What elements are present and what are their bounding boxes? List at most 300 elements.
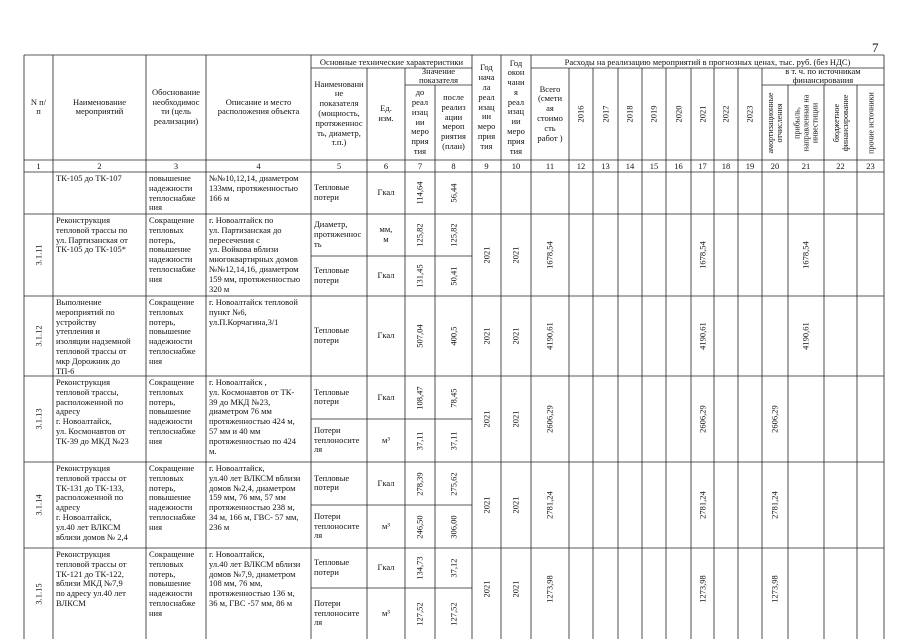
text-line: ла [482,81,491,92]
text-line: меро [477,121,496,132]
text-line: ул. Партизанская до [209,224,282,235]
text-line: протяженностью по 424 [209,435,297,446]
text-line: протяженностью 424 м, [209,416,295,427]
cost-amortization: 2781,24 [769,491,780,519]
param-name [314,326,366,346]
column-number: 14 [625,161,635,171]
start-year: 2021 [481,496,491,514]
text-line: Всего [539,83,561,94]
cost-2021: 1273,98 [697,575,707,603]
column-number: 1 [36,161,41,171]
param-unit: Гкал [377,562,395,573]
text-line: (план) [442,141,465,152]
param-name [314,512,366,541]
header-before [406,88,434,157]
text-line: ТК-105 до ТК-107 [56,173,122,183]
param-name [314,388,366,408]
text-line: утепления и [56,326,100,337]
text-line: расположения объекта [217,106,300,117]
column-number: 8 [451,161,456,171]
text-line: ии [415,116,425,127]
text-line: многоквартирных домов [209,254,298,265]
text-line: ния [149,355,163,366]
text-line: Потери [314,424,341,435]
text-line: Выполнение [56,297,102,307]
text-line: (смети [537,93,563,104]
param-name [314,599,366,628]
value-before: 125,82 [414,223,425,247]
text-line: окон [507,67,525,78]
text-line: ации [444,111,463,122]
text-line: повышение [149,406,191,417]
measure-name [56,174,145,184]
cost-2021: 1678,54 [697,241,707,269]
text-line: м. [209,445,217,456]
text-line: Реконструкция [56,215,111,225]
text-line: тепловой трассы, [56,386,119,397]
text-line: адресу [56,406,81,417]
text-line: потери [314,191,339,202]
total-cost: 4190,61 [544,322,555,350]
text-line: ТК-105 до ТК-105* [56,244,126,255]
header-year: 2021 [697,105,707,123]
text-line: ул. Космонавтов от ТК- [209,386,295,397]
end-year: 2021 [510,410,521,428]
text-line: п [36,106,41,117]
text-line: 108 мм, 76 мм, [209,578,263,589]
measure-name [56,216,145,255]
text-line: вблизи домов № 2,4 [56,531,128,542]
text-line: показателя [418,75,459,86]
text-line: после [443,92,464,103]
text-line: реализ [441,101,466,112]
cost-2021: 2781,24 [697,491,707,519]
column-number: 22 [836,161,845,171]
text-line: финансирования [792,75,854,86]
text-line: расположенной по [56,396,124,407]
measure-reason [149,464,205,533]
header-year: 2016 [575,105,586,123]
end-year: 2021 [510,496,521,514]
row-number: 3.1.12 [33,325,43,347]
text-line: 236 м [209,521,230,532]
text-line: ТК-39 до МКД №23 [56,435,129,446]
text-line: тепловых [149,224,184,235]
column-number: 11 [545,161,555,171]
text-line: 159 мм, 76 мм, 57 мм [209,492,286,503]
text-line: Обоснование [151,86,201,97]
value-before: 131,45 [414,264,425,288]
header-value-group [406,67,471,87]
text-line: г. Новоалтайск , [209,377,267,387]
cost-profit: 1678,54 [800,241,811,269]
value-after: 127,52 [448,601,458,626]
text-line: Тепловые [314,472,350,483]
header-after [436,93,471,152]
header-year: 2022 [720,105,731,123]
header-start-year [473,63,500,151]
object-description [209,378,310,456]
column-number: 2 [97,161,102,171]
start-year: 2021 [481,246,491,264]
value-before: 108,47 [414,385,425,410]
text-line: надежности [149,182,193,193]
header-sources-group [763,67,883,87]
text-line: риятия [441,131,466,142]
header-source: прочие источники [866,91,875,154]
param-name [314,183,366,203]
text-line: Значение [421,65,456,76]
text-line: потерь, [149,568,176,579]
text-line: прия [411,136,429,147]
column-number: 9 [484,161,489,171]
text-line: прия [507,135,525,146]
text-line: Сокращение [149,463,195,473]
header-param-name [312,80,366,149]
text-line: повышение [149,326,191,337]
text-line: Сокращение [149,215,195,225]
text-line: ул. Войкова вблизи [209,244,279,255]
text-line: протяженнос [315,117,363,128]
text-line: 39 до МКД №23, [209,396,271,407]
value-after: 306,00 [448,514,458,539]
text-line: мероприятий [75,106,124,117]
text-line: меро [507,126,525,137]
measure-reason [149,174,205,213]
start-year: 2021 [481,580,491,598]
text-line: теплоснабже [149,425,196,436]
param-name [314,266,366,286]
text-line: Тепловые [314,325,350,336]
param-unit: м³ [382,434,390,445]
end-year: 2021 [510,327,521,345]
text-line: 159 мм, протяженностью [209,273,301,284]
text-line: изоляции надземной [56,336,131,347]
text-line: теплоносите [314,607,360,618]
text-line: ул. Космонавтов от [56,425,126,436]
value-before: 278,39 [414,471,425,496]
value-before: 114,64 [414,181,425,205]
object-description [209,550,310,609]
text-line: 36 м, ГВС -57 мм, 86 м [209,597,293,608]
text-line: Тепловые [314,182,350,193]
text-line: потери [314,482,339,493]
text-line: тепловой трассы от [56,345,127,356]
text-line: 34 м, 166 м, ГВС- 57 мм, [209,511,299,522]
header-reason [147,88,205,127]
start-year: 2021 [481,410,491,428]
cost-2021: 4190,61 [697,322,707,350]
total-cost: 1678,54 [544,241,555,269]
text-line: г. Новоалтайск тепловой [209,297,298,307]
param-name [314,426,366,455]
header-name [54,98,145,118]
text-line: изм. [378,112,394,123]
text-line: г. Новоалтайск по [209,215,274,225]
text-line: протяженнос [314,229,362,240]
cost-amortization: 2606,29 [769,405,780,433]
value-after: 400,5 [448,326,458,346]
text-line: меро [411,126,429,137]
param-name [314,558,366,578]
total-cost: 2606,29 [544,405,555,433]
text-line: Реконструкция [56,377,111,387]
text-line: (мощность, [318,108,360,119]
text-line: надежности [149,254,193,265]
column-number: 3 [173,161,179,171]
text-line: ТК-131 до ТК-133, [56,482,124,493]
text-line: ния [149,607,163,618]
text-line: надежности [149,336,193,347]
row-number: 3.1.15 [33,582,43,605]
measure-name [56,464,145,542]
value-after: 125,82 [448,223,458,247]
text-line: протяженностью 136 м, [209,588,295,599]
text-line: в т. ч. по источникам [785,65,861,76]
column-number: 23 [866,161,875,171]
text-line: мероп [442,121,465,132]
text-line: повышение [149,578,191,589]
text-line: 166 м [209,192,230,203]
text-line: тепловой трассы от [56,558,127,569]
text-line: Ед. [380,103,392,114]
text-line: г. Новоалтайск, [56,416,112,427]
text-line: повышение [149,244,191,255]
text-line: Описание и место [225,96,292,107]
text-line: ии [511,116,521,127]
text-line: реал [411,96,429,107]
header-total [532,85,568,144]
text-line: домов №7,9, диаметром [209,568,296,579]
column-number: 6 [383,161,389,171]
header-costs-group: Расходы на реализацию мероприятий в прогнозных ценах, тыс. руб. (без НДС) [564,57,851,67]
text-line: тепловых [149,386,184,397]
text-line: расположенной по [56,492,124,503]
text-line: потери [314,274,339,285]
cost-amortization: 1273,98 [769,575,780,603]
column-number: 19 [745,161,755,171]
text-line: тепловых [149,472,184,483]
text-line: мероприятий по [56,306,115,317]
text-line: реал [507,96,525,107]
text-line: по адресу ул.40 лет [56,588,126,599]
text-line: ии [481,111,492,122]
text-line: пересечения с [209,234,260,245]
value-after: 50,41 [448,266,458,286]
page-number: 7 [872,40,879,55]
column-number: 17 [698,161,707,171]
text-line: вблизи МКД №7,9 [56,578,123,589]
text-line: N п/ [30,96,47,107]
text-line: ул. Партизанская от [56,234,128,245]
text-line: ая [546,103,554,114]
text-line: устройству [56,316,97,327]
header-tech-group: Основные технические характеристики [319,57,464,67]
value-before: 37,11 [414,431,425,450]
text-line: потерь, [149,234,176,245]
header-unit [368,104,404,124]
text-line: ТП-6 [56,365,75,376]
end-year: 2021 [510,580,521,598]
text-line: №№10,12,14, диаметром [209,173,299,183]
total-cost: 1273,98 [544,575,555,603]
text-line: тия [413,145,427,156]
header-year: 2020 [673,105,683,123]
measure-reason [149,216,205,285]
text-line: не [334,88,344,99]
text-line: работ ) [537,132,563,143]
header-year: 2019 [648,105,659,123]
object-description [209,216,310,294]
text-line: Тепловые [314,265,350,276]
value-after: 275,62 [448,471,458,496]
column-number: 12 [576,161,586,171]
measure-reason [149,550,205,619]
text-line: сть [544,122,556,133]
param-name [314,474,366,494]
text-line: ния [149,202,163,213]
text-line: теплоносите [314,434,360,445]
column-number: 7 [417,161,423,171]
text-line: Год [480,62,493,73]
text-line: ВЛКСМ [56,597,86,608]
measure-reason [149,298,205,367]
measure-name [56,378,145,447]
text-line: ля [314,444,323,455]
text-line: ля [314,617,323,628]
column-number: 4 [256,161,261,171]
text-line: ти (цель [161,106,191,117]
param-name [314,220,366,249]
text-line: ния [149,273,163,284]
value-after: 37,11 [448,431,458,450]
text-line: теплоснабже [149,263,196,274]
column-number: 20 [770,161,780,171]
text-line: Реконструкция [56,463,111,473]
start-year: 2021 [481,327,491,345]
text-line: ул.П.Корчагина,3/1 [209,316,279,327]
text-line: тия [480,140,493,151]
text-line: ния [149,435,163,446]
header-end-year [502,59,530,157]
text-line: протяженностью 238 м, [209,502,295,513]
text-line: надежности [149,416,193,427]
column-number: 5 [336,161,342,171]
value-before: 127,52 [414,601,425,626]
column-number: 21 [801,161,811,171]
row-number: 3.1.11 [33,244,43,266]
text-line: потери [314,334,339,345]
text-line: Год [509,57,523,68]
text-line: тепловых [149,558,184,569]
param-unit: Гкал [377,477,395,488]
param-unit: Гкал [377,391,395,402]
row-number: 3.1.13 [33,408,43,430]
text-line: Реконструкция [56,549,111,559]
param-unit: Гкал [377,187,395,198]
text-line: потерь, [149,396,176,407]
text-line: 320 м [209,283,230,294]
text-line: г. Новоалтайск, [209,463,265,473]
text-line: потери [314,396,339,407]
text-line: изац [478,101,495,112]
measure-name [56,298,145,376]
total-cost: 2781,24 [544,491,555,519]
text-line: реализации) [153,116,199,127]
text-line: мкр Дорожник до [56,355,121,366]
header-source: амортизационные отчисления [766,91,784,154]
value-after: 56,44 [448,183,458,203]
param-unit: Гкал [377,270,395,281]
object-description [209,298,310,327]
text-line: я [514,86,518,97]
text-line: показателя [319,98,359,109]
text-line: ля [314,530,323,541]
object-description [209,174,310,203]
text-line: реал [478,91,495,102]
column-number: 16 [674,161,683,171]
column-number: 10 [511,161,521,171]
text-line: Потери [314,597,341,608]
text-line: тия [509,145,523,156]
text-line: надежности [149,588,193,599]
text-line: теплоносите [314,520,360,531]
text-line: Потери [314,510,341,521]
text-line: тепловой трассы по [56,224,128,235]
text-line: ть [314,238,322,249]
text-line: теплоснабже [149,345,196,356]
header-year: 2018 [624,105,635,123]
text-line: до [415,87,425,98]
text-line: 133мм, протяженностью [209,182,299,193]
text-line: ТК-121 до ТК-122, [56,568,124,579]
text-line: теплоснабже [149,192,196,203]
text-line: потерь, [149,316,176,327]
text-line: Сокращение [149,297,195,307]
text-line: Тепловые [314,386,350,397]
value-before: 507,04 [414,324,425,348]
value-before: 246,50 [414,514,425,539]
header-year: 2017 [600,105,610,123]
text-line: Диаметр, [314,219,348,230]
param-unit: мм, м [379,224,393,244]
param-unit: Гкал [377,330,395,341]
measure-name [56,550,145,609]
end-year: 2021 [510,246,521,264]
object-description [209,464,310,533]
text-line: изац [507,106,525,117]
text-line: ул.40 лет ВЛКСМ [56,521,121,532]
cost-profit: 4190,61 [800,322,811,350]
header-year: 2023 [744,105,755,123]
header-description [207,98,310,118]
param-unit: м³ [382,520,390,531]
text-line: надежности [149,502,193,513]
text-line: Сокращение [149,377,195,387]
text-line: ул.40 лет ВЛКСМ вблизи [209,472,301,483]
text-line: повышение [149,492,191,503]
text-line: теплоснабже [149,597,196,608]
text-line: 57 мм и 40 мм [209,425,261,436]
column-number: 13 [601,161,610,171]
text-line: тепловой трассы от [56,472,127,483]
value-after: 37,12 [448,558,458,578]
text-line: Наименовани [314,78,364,89]
text-line: нача [478,72,495,83]
text-line: стоимо [537,112,563,123]
value-before: 134,73 [414,556,425,580]
param-unit: м³ [382,607,390,618]
